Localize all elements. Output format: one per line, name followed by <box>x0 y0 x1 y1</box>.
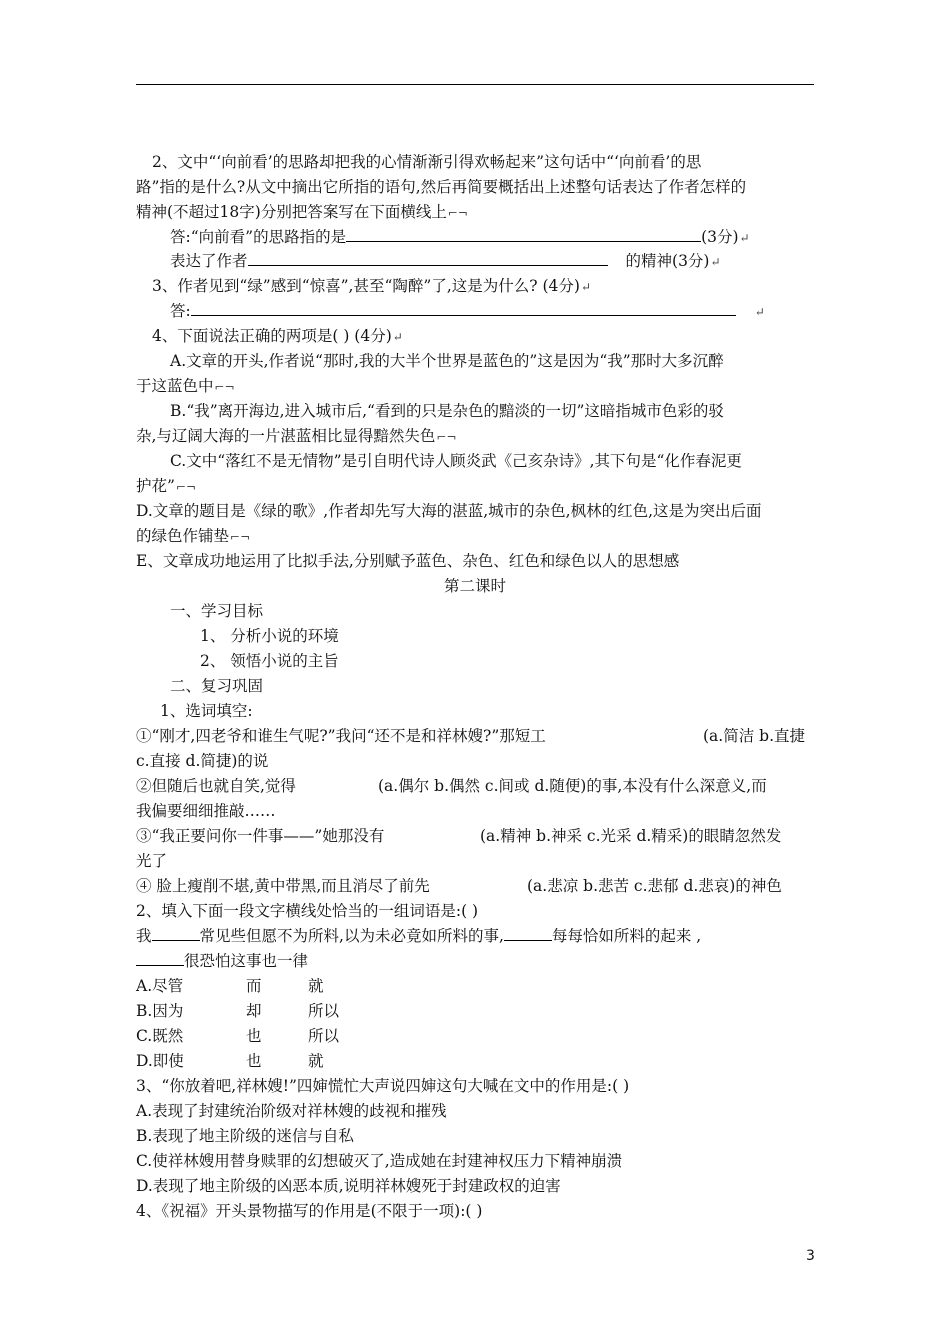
q2-line1: 2、文中“‘向前看’的思路却把我的心情渐渐引得欢畅起来”这句话中“‘向前看’的思 <box>152 153 702 171</box>
goals-heading: 一、学习目标 <box>170 602 264 620</box>
q4-option-c-line1: C.文中“落红不是无情物”是引自明代诗人顾炎武《己亥杂诗》,其下句是“化作春泥更 <box>170 452 742 470</box>
q4-option-c-line2: 护花”⌐¬ <box>136 477 197 495</box>
q4-option-d-line1: D.文章的题目是《绿的歌》,作者却先写大海的湛蓝,城市的杂色,枫林的红色,这是为突出后面 <box>136 502 762 520</box>
q4-line: 4、下面说法正确的两项是( ) (4分)↵ <box>152 327 403 345</box>
lesson2-title: 第二课时 <box>443 577 506 595</box>
q4-option-d-line2: 的绿色作铺垫⌐¬ <box>136 527 251 545</box>
word-option-c: C.既然 也 所以 <box>136 1027 340 1045</box>
fill-item-3-line1b: (a.精神 b.神采 c.光采 d.精采)的眼睛忽然发 <box>480 827 782 845</box>
q2-line3: 精神(不超过18字)分别把答案写在下面横线上⌐¬ <box>136 203 468 221</box>
q2-answer2-blank[interactable] <box>248 251 608 266</box>
q2-words-sentence-line1: 我 常见些但愿不为所料,以为未必竟如所料的事, 每每恰如所料的起来 , <box>136 927 702 945</box>
q3-role-heading: 3、“你放着吧,祥林嫂!”四婶慌忙大声说四婶这句大喊在文中的作用是:( ) <box>136 1077 630 1095</box>
blank-2[interactable] <box>504 926 552 941</box>
q3-role-option-d: D.表现了地主阶级的凶恶本质,说明祥林嫂死于封建政权的迫害 <box>136 1177 561 1195</box>
fill-item-3-line2: 光了 <box>136 852 168 870</box>
q2-words-sentence-line2: 很恐怕这事也一律 <box>136 951 308 971</box>
q3-answer: 答: ↵ <box>170 302 765 320</box>
fill-item-1-line2: c.直接 d.简捷)的说 <box>136 752 269 770</box>
goal-2: 2、 领悟小说的主旨 <box>200 652 339 670</box>
q4-scenery-heading: 4、《祝福》开头景物描写的作用是(不限于一项):( ) <box>136 1202 483 1220</box>
blank-1[interactable] <box>152 926 200 941</box>
word-option-d: D.即使 也 就 <box>136 1052 324 1070</box>
q2-words-heading: 2、填入下面一段文字横线处恰当的一组词语是:( ) <box>136 902 479 920</box>
fill-item-4-line1b: (a.悲凉 b.悲苦 c.悲郁 d.悲哀)的神色 <box>527 877 782 895</box>
header-rule <box>136 84 814 85</box>
fill-item-1-line1: ①“刚才,四老爷和谁生气呢?”我问“还不是和祥林嫂?”那短工 <box>136 727 546 745</box>
q2-line2: 路”指的是什么?从文中摘出它所指的语句,然后再简要概括出上述整句话表达了作者怎样的 <box>136 178 747 196</box>
q4-option-e: E、文章成功地运用了比拟手法,分别赋予蓝色、杂色、红色和绿色以人的思想感 <box>136 552 680 570</box>
page-number: 3 <box>806 1248 815 1264</box>
q4-option-a-line2: 于这蓝色中⌐¬ <box>136 377 235 395</box>
fill-item-4-line1a: ④ 脸上瘦削不堪,黄中带黑,而且消尽了前先 <box>136 877 430 895</box>
q2-answer1: 答:“向前看”的思路指的是 (3分)↵ <box>170 228 750 246</box>
q2-answer2: 表达了作者 的精神(3分)↵ <box>170 252 721 270</box>
fill-item-1-choices: (a.简洁 b.直捷 <box>703 727 805 745</box>
fill-item-2-line1a: ②但随后也就自笑,觉得 <box>136 777 296 795</box>
q4-option-b-line1: B.“我”离开海边,进入城市后,“看到的只是杂色的黯淡的一切”这暗指城市色彩的驳 <box>170 402 724 420</box>
q4-option-b-line2: 杂,与辽阔大海的一片湛蓝相比显得黯然失色⌐¬ <box>136 427 457 445</box>
fill-item-2-line2: 我偏要细细推敲…… <box>136 802 276 820</box>
q3-role-option-c: C.使祥林嫂用替身赎罪的幻想破灭了,造成她在封建神权压力下精神崩溃 <box>136 1152 623 1170</box>
q2-answer1-blank[interactable] <box>346 227 701 242</box>
fill-item-2-line1b: (a.偶尔 b.偶然 c.间或 d.随便)的事,本没有什么深意义,而 <box>378 777 767 795</box>
review-heading: 二、复习巩固 <box>170 677 264 695</box>
q3-role-option-a: A.表现了封建统治阶级对祥林嫂的歧视和摧残 <box>136 1102 447 1120</box>
blank-3[interactable] <box>136 951 184 966</box>
q3-answer-blank[interactable] <box>191 301 736 316</box>
goal-1: 1、 分析小说的环境 <box>200 627 339 645</box>
word-option-b: B.因为 却 所以 <box>136 1002 340 1020</box>
q3-role-option-b: B.表现了地主阶级的迷信与自私 <box>136 1127 354 1145</box>
word-option-a: A.尽管 而 就 <box>136 977 324 995</box>
fill-item-3-line1a: ③“我正要问你一件事——”她那没有 <box>136 827 385 845</box>
q4-option-a-line1: A.文章的开头,作者说“那时,我的大半个世界是蓝色的”这是因为“我”那时大多沉醉 <box>170 352 724 370</box>
q3-line: 3、作者见到“绿”感到“惊喜”,甚至“陶醉”了,这是为什么? (4分)↵ <box>152 277 592 295</box>
fill-heading: 1、选词填空: <box>160 702 253 720</box>
